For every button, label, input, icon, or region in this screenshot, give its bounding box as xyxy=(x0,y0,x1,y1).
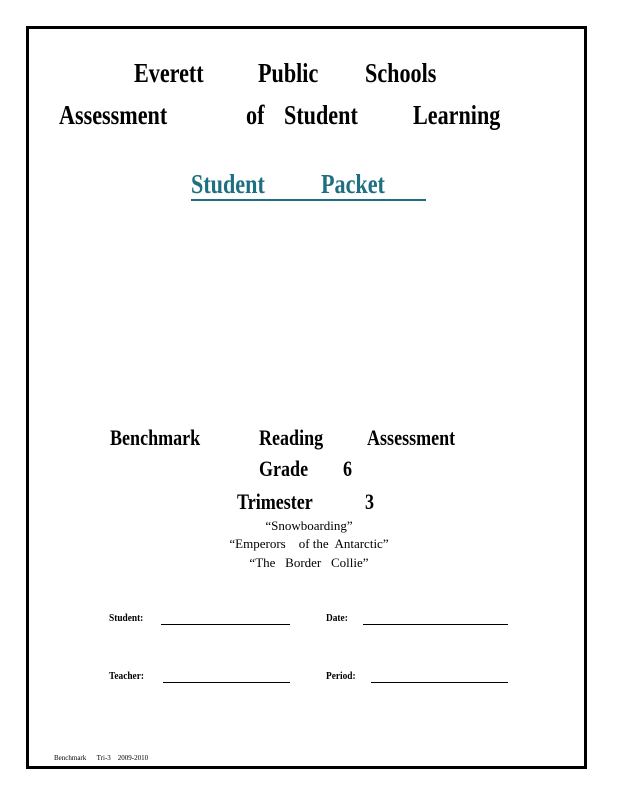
period-input-line[interactable] xyxy=(371,682,508,683)
student-input-line[interactable] xyxy=(161,624,290,625)
story-title-3: “The Border Collie” xyxy=(249,555,369,570)
title-word-of: of xyxy=(246,100,265,130)
student-label: Student: xyxy=(109,612,144,624)
title-word-public: Public xyxy=(258,58,319,88)
grade-label: Grade xyxy=(259,456,309,481)
period-label: Period: xyxy=(326,670,356,682)
assessment-word-reading: Reading xyxy=(259,425,324,450)
title-word-everett: Everett xyxy=(134,58,204,88)
title-word-schools: Schools xyxy=(365,58,437,88)
trimester-value: 3 xyxy=(365,489,375,514)
grade-value: 6 xyxy=(343,456,353,481)
date-label: Date: xyxy=(326,612,348,624)
trimester-label: Trimester xyxy=(237,489,313,514)
packet-underline xyxy=(191,199,426,201)
packet-word-packet: Packet xyxy=(321,169,385,199)
story-title-1: “Snowboarding” xyxy=(265,518,353,533)
story-title-2: “Emperors of the Antarctic” xyxy=(229,536,389,551)
title-word-learning: Learning xyxy=(413,100,501,130)
teacher-label: Teacher: xyxy=(109,670,144,682)
teacher-input-line[interactable] xyxy=(163,682,290,683)
page-border xyxy=(26,26,587,769)
assessment-word-benchmark: Benchmark xyxy=(110,425,201,450)
title-word-assessment: Assessment xyxy=(59,100,168,130)
packet-word-student: Student xyxy=(191,169,265,199)
assessment-word-assessment: Assessment xyxy=(367,425,456,450)
page-footer: Benchmark Tri-3 2009-2010 xyxy=(54,754,149,762)
title-word-student: Student xyxy=(284,100,358,130)
date-input-line[interactable] xyxy=(363,624,508,625)
